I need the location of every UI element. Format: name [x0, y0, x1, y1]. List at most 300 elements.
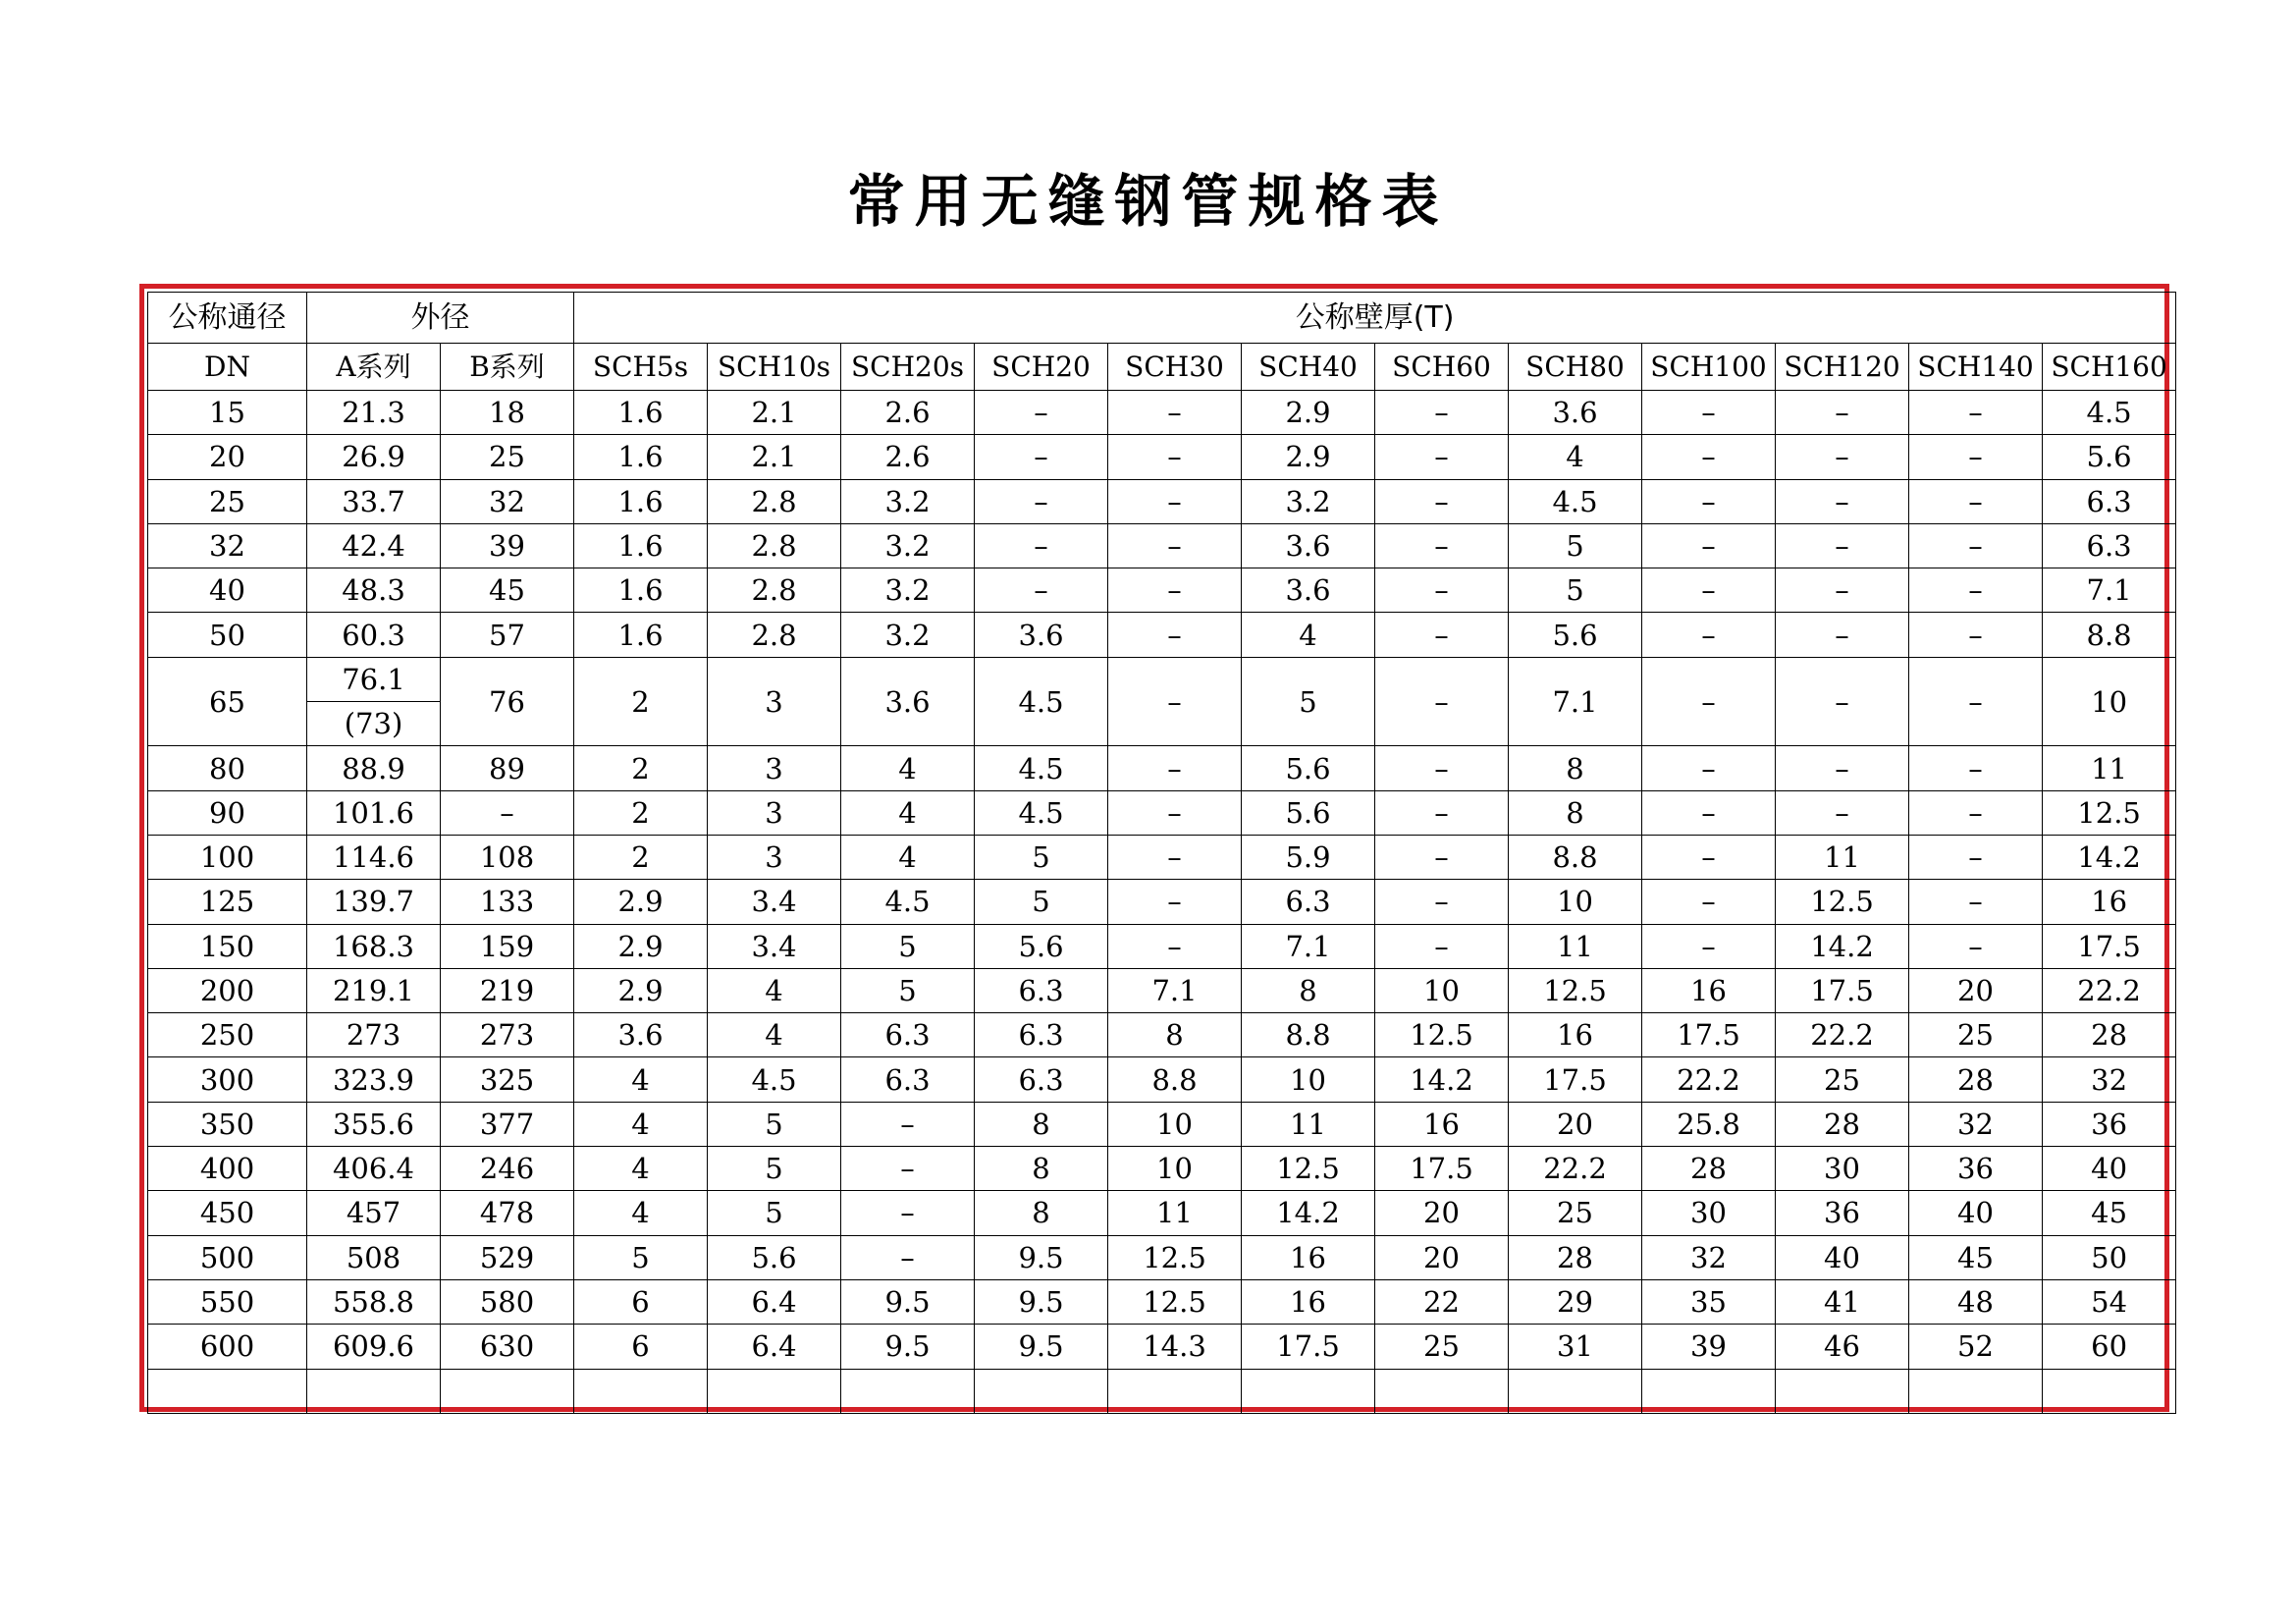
cell-dn: 15	[148, 391, 307, 435]
cell-thickness: 4.5	[975, 790, 1108, 835]
cell-dn: 450	[148, 1191, 307, 1235]
cell-thickness: 11	[1108, 1191, 1242, 1235]
cell-thickness: 25	[1375, 1325, 1509, 1369]
cell-thickness: 2.1	[708, 435, 841, 479]
cell-thickness: –	[841, 1102, 975, 1146]
cell-thickness: 25	[1776, 1057, 1909, 1102]
cell-thickness: 5	[975, 835, 1108, 879]
cell-dn: 25	[148, 479, 307, 523]
cell-thickness: –	[1776, 613, 1909, 657]
header-a-series: A系列	[307, 344, 441, 391]
cell-thickness: 7.1	[1509, 657, 1642, 746]
cell-thickness: 10	[1242, 1057, 1375, 1102]
cell-thickness: 48	[1909, 1279, 2043, 1324]
cell-a-series: 114.6	[307, 835, 441, 879]
cell-a-series: 508	[307, 1235, 441, 1279]
cell-thickness: –	[1642, 880, 1776, 924]
cell-empty	[2043, 1369, 2176, 1413]
cell-thickness: 8.8	[1242, 1013, 1375, 1057]
cell-b-series: 108	[441, 835, 574, 879]
cell-dn: 600	[148, 1325, 307, 1369]
cell-thickness: 35	[1642, 1279, 1776, 1324]
cell-thickness: –	[841, 1235, 975, 1279]
cell-a-series: 355.6	[307, 1102, 441, 1146]
cell-thickness: 1.6	[574, 391, 708, 435]
cell-thickness: 16	[1642, 968, 1776, 1012]
cell-b-series: 529	[441, 1235, 574, 1279]
cell-thickness: 2.8	[708, 479, 841, 523]
cell-empty	[975, 1369, 1108, 1413]
cell-thickness: 14.2	[1242, 1191, 1375, 1235]
cell-thickness: –	[1776, 746, 1909, 790]
cell-thickness: 28	[1909, 1057, 2043, 1102]
table-row	[148, 880, 2176, 924]
cell-thickness: –	[1642, 746, 1776, 790]
cell-thickness: 3.6	[1509, 391, 1642, 435]
cell-thickness: –	[975, 523, 1108, 568]
cell-thickness: 11	[1776, 835, 1909, 879]
cell-thickness: 2.1	[708, 391, 841, 435]
cell-thickness: 2.9	[574, 880, 708, 924]
cell-thickness: 5	[708, 1191, 841, 1235]
cell-thickness: 17.5	[2043, 924, 2176, 968]
cell-empty	[1242, 1369, 1375, 1413]
cell-b-series: 478	[441, 1191, 574, 1235]
table-row	[148, 835, 2176, 879]
cell-thickness: 4.5	[841, 880, 975, 924]
cell-thickness: –	[1375, 746, 1509, 790]
cell-thickness: –	[1642, 523, 1776, 568]
cell-thickness: 5	[1509, 568, 1642, 613]
cell-thickness: 4.5	[708, 1057, 841, 1102]
cell-thickness: –	[1375, 613, 1509, 657]
cell-thickness: 8.8	[1509, 835, 1642, 879]
cell-a-series: 139.7	[307, 880, 441, 924]
cell-thickness: –	[975, 435, 1108, 479]
cell-b-series: 159	[441, 924, 574, 968]
cell-thickness: 12.5	[1108, 1279, 1242, 1324]
cell-thickness: –	[1375, 479, 1509, 523]
cell-thickness: 32	[2043, 1057, 2176, 1102]
header-schedule: SCH160	[2043, 344, 2176, 391]
cell-thickness: 4.5	[1509, 479, 1642, 523]
cell-thickness: –	[1776, 391, 1909, 435]
cell-thickness: 12.5	[2043, 790, 2176, 835]
cell-thickness: –	[1375, 657, 1509, 746]
cell-thickness: 1.6	[574, 435, 708, 479]
cell-thickness: –	[1108, 568, 1242, 613]
cell-b-series: –	[441, 790, 574, 835]
cell-thickness: –	[1375, 790, 1509, 835]
cell-thickness: 2.6	[841, 391, 975, 435]
cell-a-series: 42.4	[307, 523, 441, 568]
cell-thickness: 3.6	[1242, 523, 1375, 568]
table-row-empty	[148, 1369, 2176, 1413]
cell-thickness: 46	[1776, 1325, 1909, 1369]
header-schedule: SCH80	[1509, 344, 1642, 391]
cell-thickness: 20	[1375, 1235, 1509, 1279]
table-row	[148, 435, 2176, 479]
cell-thickness: 5.6	[1242, 746, 1375, 790]
cell-thickness: 6.3	[975, 1013, 1108, 1057]
cell-thickness: 45	[2043, 1191, 2176, 1235]
cell-thickness: 16	[1375, 1102, 1509, 1146]
cell-thickness: 40	[2043, 1147, 2176, 1191]
cell-thickness: 45	[1909, 1235, 2043, 1279]
cell-thickness: 20	[1375, 1191, 1509, 1235]
cell-thickness: –	[1909, 746, 2043, 790]
cell-a-series: 558.8	[307, 1279, 441, 1324]
cell-thickness: –	[1776, 657, 1909, 746]
cell-thickness: –	[1642, 568, 1776, 613]
cell-a-series: 609.6	[307, 1325, 441, 1369]
header-schedule: SCH20s	[841, 344, 975, 391]
cell-thickness: –	[1909, 568, 2043, 613]
cell-thickness: 6.3	[1242, 880, 1375, 924]
cell-b-series: 32	[441, 479, 574, 523]
cell-thickness: –	[1909, 391, 2043, 435]
cell-dn: 300	[148, 1057, 307, 1102]
cell-thickness: –	[975, 568, 1108, 613]
cell-thickness: 4	[1509, 435, 1642, 479]
cell-thickness: 54	[2043, 1279, 2176, 1324]
table-row	[148, 1147, 2176, 1191]
cell-thickness: 4	[574, 1191, 708, 1235]
table-row	[148, 657, 2176, 701]
cell-b-series: 325	[441, 1057, 574, 1102]
cell-thickness: 17.5	[1776, 968, 1909, 1012]
page-title: 常用无缝钢管规格表	[847, 168, 1449, 235]
cell-thickness: –	[1108, 435, 1242, 479]
cell-thickness: 5.6	[975, 924, 1108, 968]
cell-a-series: 273	[307, 1013, 441, 1057]
cell-a-series: 101.6	[307, 790, 441, 835]
cell-thickness: 6.3	[2043, 523, 2176, 568]
cell-thickness: –	[1642, 479, 1776, 523]
cell-a-series: 457	[307, 1191, 441, 1235]
cell-thickness: –	[1909, 479, 2043, 523]
cell-dn: 125	[148, 880, 307, 924]
table-row	[148, 479, 2176, 523]
cell-b-series: 219	[441, 968, 574, 1012]
cell-thickness: 6	[574, 1325, 708, 1369]
table-row	[148, 391, 2176, 435]
cell-thickness: 14.2	[2043, 835, 2176, 879]
cell-thickness: 17.5	[1642, 1013, 1776, 1057]
cell-thickness: 12.5	[1108, 1235, 1242, 1279]
cell-thickness: 12.5	[1375, 1013, 1509, 1057]
cell-thickness: 7.1	[1108, 968, 1242, 1012]
cell-thickness: –	[1108, 790, 1242, 835]
cell-thickness: –	[1642, 924, 1776, 968]
cell-thickness: 17.5	[1242, 1325, 1375, 1369]
cell-thickness: 39	[1642, 1325, 1776, 1369]
cell-thickness: 16	[1242, 1279, 1375, 1324]
cell-b-series: 133	[441, 880, 574, 924]
cell-thickness: 9.5	[841, 1279, 975, 1324]
cell-thickness: 7.1	[2043, 568, 2176, 613]
cell-thickness: –	[1108, 880, 1242, 924]
cell-thickness: 60	[2043, 1325, 2176, 1369]
cell-empty	[574, 1369, 708, 1413]
cell-empty	[1642, 1369, 1776, 1413]
cell-b-series: 57	[441, 613, 574, 657]
cell-thickness: –	[975, 391, 1108, 435]
cell-thickness: 3.4	[708, 880, 841, 924]
header-schedule: SCH20	[975, 344, 1108, 391]
cell-thickness: –	[1909, 790, 2043, 835]
cell-empty	[1776, 1369, 1909, 1413]
cell-thickness: 9.5	[975, 1279, 1108, 1324]
table-row	[148, 968, 2176, 1012]
cell-thickness: –	[1108, 657, 1242, 746]
cell-thickness: 6	[574, 1279, 708, 1324]
cell-thickness: –	[841, 1191, 975, 1235]
table-row	[148, 924, 2176, 968]
cell-thickness: 4	[574, 1147, 708, 1191]
cell-thickness: 16	[1509, 1013, 1642, 1057]
cell-thickness: 2.9	[1242, 435, 1375, 479]
cell-thickness: 11	[1242, 1102, 1375, 1146]
cell-thickness: –	[1642, 435, 1776, 479]
cell-dn: 400	[148, 1147, 307, 1191]
cell-b-series: 39	[441, 523, 574, 568]
cell-thickness: 14.2	[1375, 1057, 1509, 1102]
cell-thickness: 4	[841, 746, 975, 790]
cell-thickness: 29	[1509, 1279, 1642, 1324]
table-row	[148, 523, 2176, 568]
cell-dn: 250	[148, 1013, 307, 1057]
cell-thickness: 1.6	[574, 613, 708, 657]
cell-empty	[1108, 1369, 1242, 1413]
cell-thickness: 3	[708, 746, 841, 790]
cell-thickness: 40	[1909, 1191, 2043, 1235]
cell-thickness: 5	[841, 924, 975, 968]
header-schedule: SCH140	[1909, 344, 2043, 391]
cell-thickness: 2.8	[708, 523, 841, 568]
cell-thickness: 3.6	[975, 613, 1108, 657]
cell-thickness: 30	[1642, 1191, 1776, 1235]
table-row	[148, 790, 2176, 835]
table-row	[148, 1279, 2176, 1324]
cell-thickness: –	[1909, 880, 2043, 924]
cell-thickness: 8	[1509, 746, 1642, 790]
cell-thickness: 5.6	[1509, 613, 1642, 657]
cell-thickness: –	[1642, 790, 1776, 835]
cell-thickness: –	[1909, 835, 2043, 879]
cell-thickness: 40	[1776, 1235, 1909, 1279]
cell-thickness: 9.5	[975, 1325, 1108, 1369]
cell-thickness: 10	[1108, 1102, 1242, 1146]
cell-a-series: 48.3	[307, 568, 441, 613]
cell-thickness: –	[1375, 924, 1509, 968]
cell-thickness: 8	[1509, 790, 1642, 835]
cell-thickness: –	[1108, 479, 1242, 523]
table-row	[148, 746, 2176, 790]
cell-dn: 40	[148, 568, 307, 613]
cell-thickness: 22.2	[1776, 1013, 1909, 1057]
cell-thickness: 2.9	[1242, 391, 1375, 435]
cell-thickness: 28	[1642, 1147, 1776, 1191]
cell-thickness: 5	[574, 1235, 708, 1279]
cell-empty	[441, 1369, 574, 1413]
cell-thickness: 1.6	[574, 479, 708, 523]
cell-thickness: 41	[1776, 1279, 1909, 1324]
header-schedule: SCH100	[1642, 344, 1776, 391]
cell-thickness: 12.5	[1509, 968, 1642, 1012]
cell-thickness: 3.2	[841, 523, 975, 568]
header-row-sub	[148, 344, 2176, 391]
cell-thickness: 22.2	[1509, 1147, 1642, 1191]
cell-thickness: –	[1375, 435, 1509, 479]
cell-thickness: 17.5	[1509, 1057, 1642, 1102]
cell-thickness: –	[1909, 613, 2043, 657]
cell-thickness: 25	[1909, 1013, 2043, 1057]
cell-thickness: –	[1108, 613, 1242, 657]
cell-thickness: –	[1108, 523, 1242, 568]
cell-thickness: 8.8	[2043, 613, 2176, 657]
cell-thickness: –	[1776, 568, 1909, 613]
cell-empty	[148, 1369, 307, 1413]
cell-thickness: 12.5	[1776, 880, 1909, 924]
table-row	[148, 1057, 2176, 1102]
cell-thickness: 2.8	[708, 613, 841, 657]
cell-b-series: 246	[441, 1147, 574, 1191]
cell-thickness: 4	[1242, 613, 1375, 657]
cell-empty	[307, 1369, 441, 1413]
cell-thickness: 36	[1776, 1191, 1909, 1235]
cell-thickness: 9.5	[841, 1325, 975, 1369]
cell-thickness: 5	[841, 968, 975, 1012]
cell-b-series: 630	[441, 1325, 574, 1369]
cell-thickness: 4	[841, 790, 975, 835]
cell-thickness: –	[1108, 835, 1242, 879]
header-schedule: SCH10s	[708, 344, 841, 391]
cell-thickness: –	[1108, 746, 1242, 790]
cell-thickness: –	[1909, 435, 2043, 479]
cell-thickness: 10	[2043, 657, 2176, 746]
cell-a-series: 323.9	[307, 1057, 441, 1102]
header-b-series: B系列	[441, 344, 574, 391]
cell-thickness: 9.5	[975, 1235, 1108, 1279]
cell-empty	[1375, 1369, 1509, 1413]
cell-thickness: 5	[708, 1147, 841, 1191]
cell-thickness: 52	[1909, 1325, 2043, 1369]
cell-b-series: 377	[441, 1102, 574, 1146]
cell-thickness: 3	[708, 657, 841, 746]
cell-thickness: 28	[2043, 1013, 2176, 1057]
cell-thickness: –	[1375, 523, 1509, 568]
header-schedule: SCH5s	[574, 344, 708, 391]
table-row	[148, 1235, 2176, 1279]
table-row	[148, 613, 2176, 657]
cell-thickness: 4	[574, 1102, 708, 1146]
cell-thickness: 30	[1776, 1147, 1909, 1191]
cell-thickness: 10	[1375, 968, 1509, 1012]
table-row	[148, 1013, 2176, 1057]
cell-a-series: 168.3	[307, 924, 441, 968]
cell-thickness: 4.5	[975, 657, 1108, 746]
cell-thickness: 11	[2043, 746, 2176, 790]
cell-thickness: 1.6	[574, 568, 708, 613]
cell-thickness: 5.6	[2043, 435, 2176, 479]
cell-dn: 80	[148, 746, 307, 790]
cell-thickness: 11	[1509, 924, 1642, 968]
cell-thickness: 6.3	[841, 1013, 975, 1057]
cell-thickness: 31	[1509, 1325, 1642, 1369]
cell-thickness: 3	[708, 835, 841, 879]
cell-thickness: –	[1108, 924, 1242, 968]
cell-thickness: 4.5	[975, 746, 1108, 790]
cell-b-series: 76	[441, 657, 574, 746]
cell-empty	[841, 1369, 975, 1413]
cell-a-series: 21.3	[307, 391, 441, 435]
header-outer-diameter: 外径	[307, 293, 574, 344]
cell-a-series-alt: (73)	[307, 702, 441, 746]
cell-thickness: 5.6	[1242, 790, 1375, 835]
cell-thickness: 14.2	[1776, 924, 1909, 968]
cell-thickness: 3.2	[841, 613, 975, 657]
cell-thickness: 2	[574, 746, 708, 790]
cell-thickness: 4.5	[2043, 391, 2176, 435]
cell-thickness: –	[1642, 391, 1776, 435]
cell-b-series: 45	[441, 568, 574, 613]
cell-thickness: 10	[1108, 1147, 1242, 1191]
cell-thickness: –	[1375, 568, 1509, 613]
header-schedule: SCH120	[1776, 344, 1909, 391]
cell-thickness: 3.6	[1242, 568, 1375, 613]
cell-thickness: 8	[1108, 1013, 1242, 1057]
cell-dn: 500	[148, 1235, 307, 1279]
cell-thickness: 5.9	[1242, 835, 1375, 879]
cell-dn: 50	[148, 613, 307, 657]
cell-thickness: 1.6	[574, 523, 708, 568]
cell-thickness: 3.2	[1242, 479, 1375, 523]
cell-empty	[708, 1369, 841, 1413]
cell-a-series: 26.9	[307, 435, 441, 479]
cell-thickness: –	[1642, 613, 1776, 657]
cell-thickness: 2	[574, 790, 708, 835]
cell-thickness: –	[1108, 391, 1242, 435]
cell-thickness: 5.6	[708, 1235, 841, 1279]
cell-thickness: 6.3	[2043, 479, 2176, 523]
cell-thickness: 6.4	[708, 1325, 841, 1369]
table-row	[148, 1102, 2176, 1146]
cell-thickness: 8	[975, 1191, 1108, 1235]
cell-thickness: 5	[1242, 657, 1375, 746]
cell-thickness: 16	[2043, 880, 2176, 924]
cell-thickness: 8	[975, 1147, 1108, 1191]
cell-dn: 200	[148, 968, 307, 1012]
table-row	[148, 1191, 2176, 1235]
cell-thickness: 2.6	[841, 435, 975, 479]
cell-b-series: 25	[441, 435, 574, 479]
cell-thickness: 3	[708, 790, 841, 835]
cell-thickness: 3.6	[841, 657, 975, 746]
cell-thickness: –	[1776, 523, 1909, 568]
pipe-spec-table	[147, 292, 2176, 1414]
cell-thickness: 6.4	[708, 1279, 841, 1324]
cell-thickness: 4	[708, 968, 841, 1012]
cell-thickness: 2.9	[574, 924, 708, 968]
cell-thickness: –	[1776, 790, 1909, 835]
cell-thickness: 6.3	[975, 1057, 1108, 1102]
table-frame	[139, 284, 2169, 1412]
header-dn: DN	[148, 344, 307, 391]
header-schedule: SCH30	[1108, 344, 1242, 391]
cell-thickness: 36	[2043, 1102, 2176, 1146]
cell-thickness: –	[1909, 924, 2043, 968]
